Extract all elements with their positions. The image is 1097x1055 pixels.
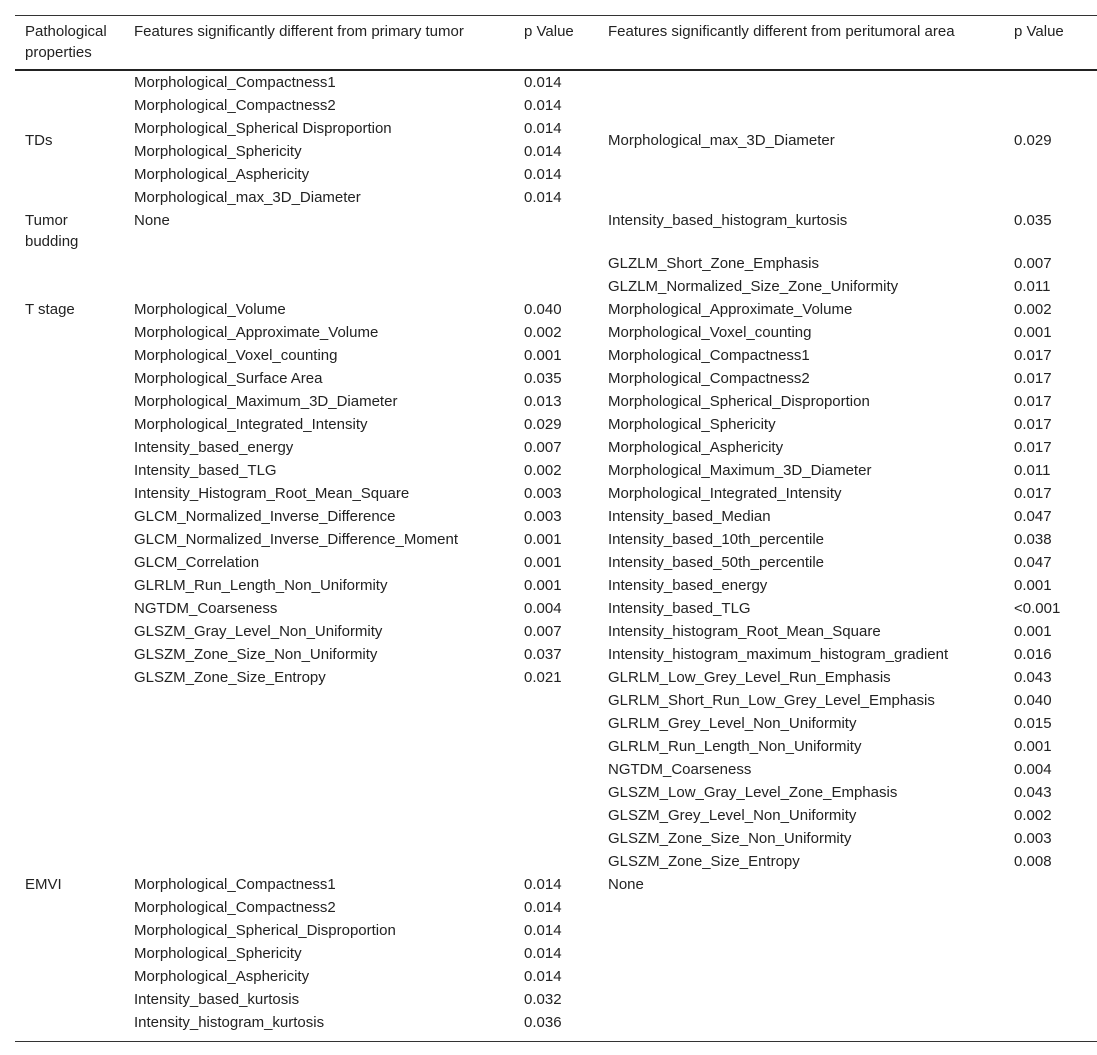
table-row: [15, 505, 1097, 528]
table-row: [15, 459, 1097, 482]
empty-cell: [1004, 919, 1097, 942]
empty-cell: [514, 804, 598, 827]
primary-feature-name: None: [134, 212, 170, 229]
primary-feature-name: GLCM_Correlation: [134, 554, 260, 571]
peritumoral-p-value: 0.001: [1014, 577, 1052, 594]
empty-cell: [598, 919, 1004, 942]
primary-feature-name: Morphological_Spherical_Disproportion: [134, 922, 396, 939]
primary-p-value: 0.014: [524, 166, 562, 183]
table-row: [15, 574, 1097, 597]
peritumoral-feature-name: Morphological_Sphericity: [608, 416, 776, 433]
peritumoral-p-value: 0.011: [1014, 278, 1051, 295]
peritumoral-feature-name: Morphological_Maximum_3D_Diameter: [608, 462, 872, 479]
empty-cell: [514, 275, 598, 298]
empty-cell: [514, 850, 598, 873]
peritumoral-p-value: <0.001: [1014, 600, 1061, 617]
primary-feature-name: Morphological_Integrated_Intensity: [134, 416, 368, 433]
empty-cell: [124, 252, 514, 275]
primary-p-value: 0.029: [524, 416, 562, 433]
peritumoral-p-value: 0.001: [1014, 623, 1052, 640]
peritumoral-feature-name: GLSZM_Low_Gray_Level_Zone_Emphasis: [608, 784, 898, 801]
pathological-property-label: TDs: [25, 132, 53, 149]
peritumoral-p-value: 0.017: [1014, 485, 1052, 502]
table-row: [15, 482, 1097, 505]
primary-p-value: 0.037: [524, 646, 562, 663]
primary-feature-name: NGTDM_Coarseness: [134, 600, 278, 617]
primary-p-value: 0.032: [524, 991, 562, 1008]
primary-feature-name: Morphological_max_3D_Diameter: [134, 189, 361, 206]
peritumoral-feature-name: GLRLM_Grey_Level_Non_Uniformity: [608, 715, 857, 732]
empty-cell: [15, 620, 124, 643]
table-row: [15, 252, 1097, 275]
empty-cell: [15, 896, 124, 919]
peritumoral-p-value: 0.029: [1014, 131, 1052, 149]
peritumoral-p-value: 0.001: [1014, 324, 1052, 341]
table-row: [15, 367, 1097, 390]
peritumoral-feature-name: Intensity_based_10th_percentile: [608, 531, 824, 548]
empty-cell: [15, 850, 124, 873]
primary-p-value: 0.014: [524, 143, 562, 160]
primary-feature-name: Morphological_Compactness1: [134, 876, 336, 893]
table-row: [15, 643, 1097, 666]
peritumoral-feature-name: None: [608, 876, 644, 893]
pathological-property-label: EMVI: [25, 876, 62, 893]
table-body: [15, 70, 1097, 1042]
primary-p-value: [514, 209, 598, 252]
table-row: [15, 390, 1097, 413]
primary-p-value: 0.014: [524, 945, 562, 962]
empty-cell: [15, 712, 124, 735]
primary-p-value: 0.014: [524, 922, 562, 939]
empty-cell: [15, 482, 124, 505]
primary-p-value: 0.035: [524, 370, 562, 387]
peritumoral-p-value: 0.002: [1014, 807, 1052, 824]
peritumoral-p-value: 0.017: [1014, 416, 1052, 433]
empty-cell: [598, 896, 1004, 919]
peritumoral-feature-name: Morphological_Compactness1: [608, 347, 810, 364]
table-row: [15, 70, 1097, 94]
peritumoral-p-value: 0.047: [1014, 554, 1052, 571]
peritumoral-p-value: 0.004: [1014, 761, 1052, 778]
empty-cell: [514, 735, 598, 758]
table-row: [15, 896, 1097, 919]
peritumoral-p-value: 0.017: [1014, 370, 1052, 387]
peritumoral-p-value: 0.017: [1014, 347, 1052, 364]
primary-feature-name: Morphological_Compactness2: [134, 97, 336, 114]
primary-feature-name: GLCM_Normalized_Inverse_Difference: [134, 508, 396, 525]
empty-cell: [15, 942, 124, 965]
table-row: [15, 712, 1097, 735]
peritumoral-p-value: 0.008: [1014, 853, 1052, 870]
peritumoral-p-value: 0.011: [1014, 462, 1051, 479]
primary-p-value: 0.014: [524, 968, 562, 985]
primary-feature-name: GLSZM_Gray_Level_Non_Uniformity: [134, 623, 383, 640]
empty-cell: [15, 643, 124, 666]
primary-feature-name: Morphological_Asphericity: [134, 166, 310, 183]
peritumoral-feature-name: GLRLM_Low_Grey_Level_Run_Emphasis: [608, 669, 891, 686]
table-row: [15, 275, 1097, 298]
empty-cell: [15, 413, 124, 436]
primary-feature-name: GLCM_Normalized_Inverse_Difference_Moment: [134, 531, 459, 548]
primary-feature-name: Morphological_Sphericity: [134, 945, 302, 962]
peritumoral-p-value: 0.017: [1014, 439, 1052, 456]
primary-feature-name: Intensity_Histogram_Root_Mean_Square: [134, 485, 410, 502]
empty-cell: [124, 827, 514, 850]
primary-p-value: 0.040: [524, 301, 562, 318]
primary-feature-name: Morphological_Compactness1: [134, 74, 336, 91]
primary-p-value: 0.001: [524, 554, 562, 571]
empty-cell: [15, 551, 124, 574]
empty-cell: [15, 367, 124, 390]
peritumoral-feature-name: GLZLM_Short_Zone_Emphasis: [608, 255, 819, 272]
empty-cell: [15, 436, 124, 459]
empty-cell: [15, 505, 124, 528]
primary-p-value: 0.002: [524, 324, 562, 341]
table-row: [15, 850, 1097, 873]
table-row: [15, 689, 1097, 712]
primary-feature-name: Morphological_Volume: [134, 301, 286, 318]
primary-feature-name: Morphological_Sphericity: [134, 143, 302, 160]
empty-cell: [15, 1011, 124, 1042]
primary-feature-name: Morphological_Maximum_3D_Diameter: [134, 393, 398, 410]
empty-cell: [15, 689, 124, 712]
table-row: [15, 344, 1097, 367]
primary-feature-name: Morphological_Asphericity: [134, 968, 310, 985]
empty-cell: [514, 827, 598, 850]
empty-cell: [1004, 1011, 1097, 1042]
table-row: [15, 1011, 1097, 1042]
primary-p-value: 0.007: [524, 623, 562, 640]
empty-cell: [514, 252, 598, 275]
peritumoral-p-value: 0.043: [1014, 669, 1052, 686]
peritumoral-p-value: 0.003: [1014, 830, 1052, 847]
peritumoral-p-value: 0.040: [1014, 692, 1052, 709]
primary-p-value: 0.036: [524, 1014, 562, 1031]
empty-cell: [124, 781, 514, 804]
peritumoral-feature-name: NGTDM_Coarseness: [608, 761, 752, 778]
empty-cell: [15, 252, 124, 275]
empty-cell: [598, 965, 1004, 988]
empty-cell: [15, 344, 124, 367]
primary-p-value: 0.002: [524, 462, 562, 479]
peritumoral-p-value: 0.007: [1014, 255, 1052, 272]
primary-feature-name: Intensity_based_TLG: [134, 462, 277, 479]
primary-feature-name: Morphological_Surface Area: [134, 370, 323, 387]
peritumoral-p-value: 0.016: [1014, 646, 1052, 663]
table-row: [15, 620, 1097, 643]
header-primary-p-value: p Value: [514, 16, 598, 71]
header-primary-features: Features significantly different from primary tumor: [124, 16, 514, 71]
peritumoral-feature-name: Intensity_based_Median: [608, 508, 771, 525]
peritumoral-feature-name: Morphological_max_3D_Diameter: [608, 131, 835, 149]
table-row: [15, 298, 1097, 321]
table-header-row: [15, 16, 1097, 71]
table-row: [15, 942, 1097, 965]
empty-cell: [15, 528, 124, 551]
table-row: [15, 735, 1097, 758]
empty-cell: [598, 942, 1004, 965]
primary-feature-name: GLRLM_Run_Length_Non_Uniformity: [134, 577, 388, 594]
primary-p-value: 0.014: [524, 189, 562, 206]
primary-feature-name: Morphological_Spherical Disproportion: [134, 120, 392, 137]
peritumoral-feature-name: Morphological_Approximate_Volume: [608, 301, 853, 318]
table-row: [15, 873, 1097, 896]
empty-cell: [124, 275, 514, 298]
peritumoral-feature-name: GLSZM_Grey_Level_Non_Uniformity: [608, 807, 857, 824]
primary-p-value: 0.014: [524, 120, 562, 137]
peritumoral-p-value: 0.043: [1014, 784, 1052, 801]
table-row: [15, 781, 1097, 804]
peritumoral-feature-name: Intensity_based_50th_percentile: [608, 554, 824, 571]
peritumoral-feature-name: GLRLM_Short_Run_Low_Grey_Level_Emphasis: [608, 692, 935, 709]
table-row: [15, 758, 1097, 781]
empty-cell: [15, 781, 124, 804]
empty-cell: [514, 781, 598, 804]
empty-cell: [1004, 942, 1097, 965]
primary-p-value: 0.007: [524, 439, 562, 456]
pathological-property-label: T stage: [25, 301, 75, 318]
primary-p-value: 0.003: [524, 485, 562, 502]
peritumoral-feature-name: GLZLM_Normalized_Size_Zone_Uniformity: [608, 278, 899, 295]
empty-cell: [15, 275, 124, 298]
empty-cell: [514, 758, 598, 781]
peritumoral-p-value: 0.035: [1014, 212, 1052, 229]
peritumoral-p-value: 0.002: [1014, 301, 1052, 318]
primary-p-value: 0.014: [524, 899, 562, 916]
table-row: [15, 551, 1097, 574]
peritumoral-feature-name: Morphological_Integrated_Intensity: [608, 485, 842, 502]
empty-cell: [124, 712, 514, 735]
empty-cell: [598, 988, 1004, 1011]
primary-p-value: 0.001: [524, 577, 562, 594]
empty-cell: [15, 919, 124, 942]
primary-p-value: 0.001: [524, 531, 562, 548]
empty-cell: [15, 965, 124, 988]
empty-cell: [15, 735, 124, 758]
header-peritumoral-p-value: p Value: [1004, 16, 1097, 71]
primary-feature-name: Intensity_based_kurtosis: [134, 991, 300, 1008]
peritumoral-feature-name: GLSZM_Zone_Size_Entropy: [608, 853, 800, 870]
empty-cell: [15, 804, 124, 827]
peritumoral-feature-name: Intensity_histogram_maximum_histogram_gradient: [608, 646, 949, 663]
peritumoral-feature-name: Morphological_Voxel_counting: [608, 324, 812, 341]
table-row: [15, 597, 1097, 620]
primary-feature-name: Morphological_Compactness2: [134, 899, 336, 916]
primary-feature-name: GLSZM_Zone_Size_Entropy: [134, 669, 326, 686]
empty-cell: [15, 597, 124, 620]
peritumoral-feature-name: Morphological_Spherical_Disproportion: [608, 393, 870, 410]
primary-p-value: 0.001: [524, 347, 562, 364]
peritumoral-p-value: 0.038: [1014, 531, 1052, 548]
table-row: [15, 528, 1097, 551]
peritumoral-feature-name: Intensity_based_histogram_kurtosis: [608, 212, 848, 229]
empty-cell: [1004, 896, 1097, 919]
empty-cell: [124, 850, 514, 873]
primary-feature-name: Morphological_Approximate_Volume: [134, 324, 379, 341]
primary-p-value: 0.014: [524, 876, 562, 893]
table-row: [15, 919, 1097, 942]
table-row: [15, 666, 1097, 689]
pathological-property-label: Tumor budding: [25, 212, 79, 250]
empty-cell: [1004, 988, 1097, 1011]
empty-cell: [1004, 965, 1097, 988]
empty-cell: [15, 390, 124, 413]
empty-cell: [15, 988, 124, 1011]
table-row: [15, 804, 1097, 827]
primary-feature-name: Intensity_based_energy: [134, 439, 294, 456]
peritumoral-p-value: 0.015: [1014, 715, 1052, 732]
primary-feature-name: GLSZM_Zone_Size_Non_Uniformity: [134, 646, 378, 663]
peritumoral-p-value: 0.001: [1014, 738, 1052, 755]
peritumoral-p-value: 0.047: [1014, 508, 1052, 525]
table-row: [15, 413, 1097, 436]
empty-cell: [124, 804, 514, 827]
empty-cell: [15, 758, 124, 781]
empty-cell: [124, 735, 514, 758]
table-row: [15, 209, 1097, 252]
peritumoral-feature-name: Intensity_based_energy: [608, 577, 768, 594]
empty-cell: [124, 689, 514, 712]
peritumoral-feature-name: GLRLM_Run_Length_Non_Uniformity: [608, 738, 862, 755]
table-row: [15, 988, 1097, 1011]
peritumoral-feature-name: Morphological_Compactness2: [608, 370, 810, 387]
radiomics-features-table: [15, 15, 1097, 1042]
peritumoral-feature-name: Intensity_histogram_Root_Mean_Square: [608, 623, 881, 640]
peritumoral-feature-name: Intensity_based_TLG: [608, 600, 751, 617]
empty-cell: [15, 459, 124, 482]
peritumoral-feature-name: Morphological_Asphericity: [608, 439, 784, 456]
primary-p-value: 0.004: [524, 600, 562, 617]
empty-cell: [514, 712, 598, 735]
empty-cell: [15, 666, 124, 689]
primary-p-value: 0.013: [524, 393, 562, 410]
primary-feature-name: Morphological_Voxel_counting: [134, 347, 338, 364]
table-row: [15, 436, 1097, 459]
empty-cell: [15, 321, 124, 344]
table-row: [15, 965, 1097, 988]
primary-p-value: 0.014: [524, 74, 562, 91]
peritumoral-feature-name: GLSZM_Zone_Size_Non_Uniformity: [608, 830, 852, 847]
empty-cell: [15, 827, 124, 850]
table-row: [15, 321, 1097, 344]
peritumoral-p-value: [1004, 873, 1097, 896]
primary-p-value: 0.003: [524, 508, 562, 525]
table-row: [15, 827, 1097, 850]
empty-cell: [124, 758, 514, 781]
peritumoral-p-value: 0.017: [1014, 393, 1052, 410]
header-peritumoral-features: Features significantly different from peritumoral area: [598, 16, 1004, 71]
empty-cell: [598, 1011, 1004, 1042]
primary-p-value: 0.021: [524, 669, 562, 686]
primary-feature-name: Intensity_histogram_kurtosis: [134, 1014, 325, 1031]
header-pathological-properties: Pathological properties: [15, 16, 124, 71]
empty-cell: [15, 574, 124, 597]
empty-cell: [514, 689, 598, 712]
primary-p-value: 0.014: [524, 97, 562, 114]
